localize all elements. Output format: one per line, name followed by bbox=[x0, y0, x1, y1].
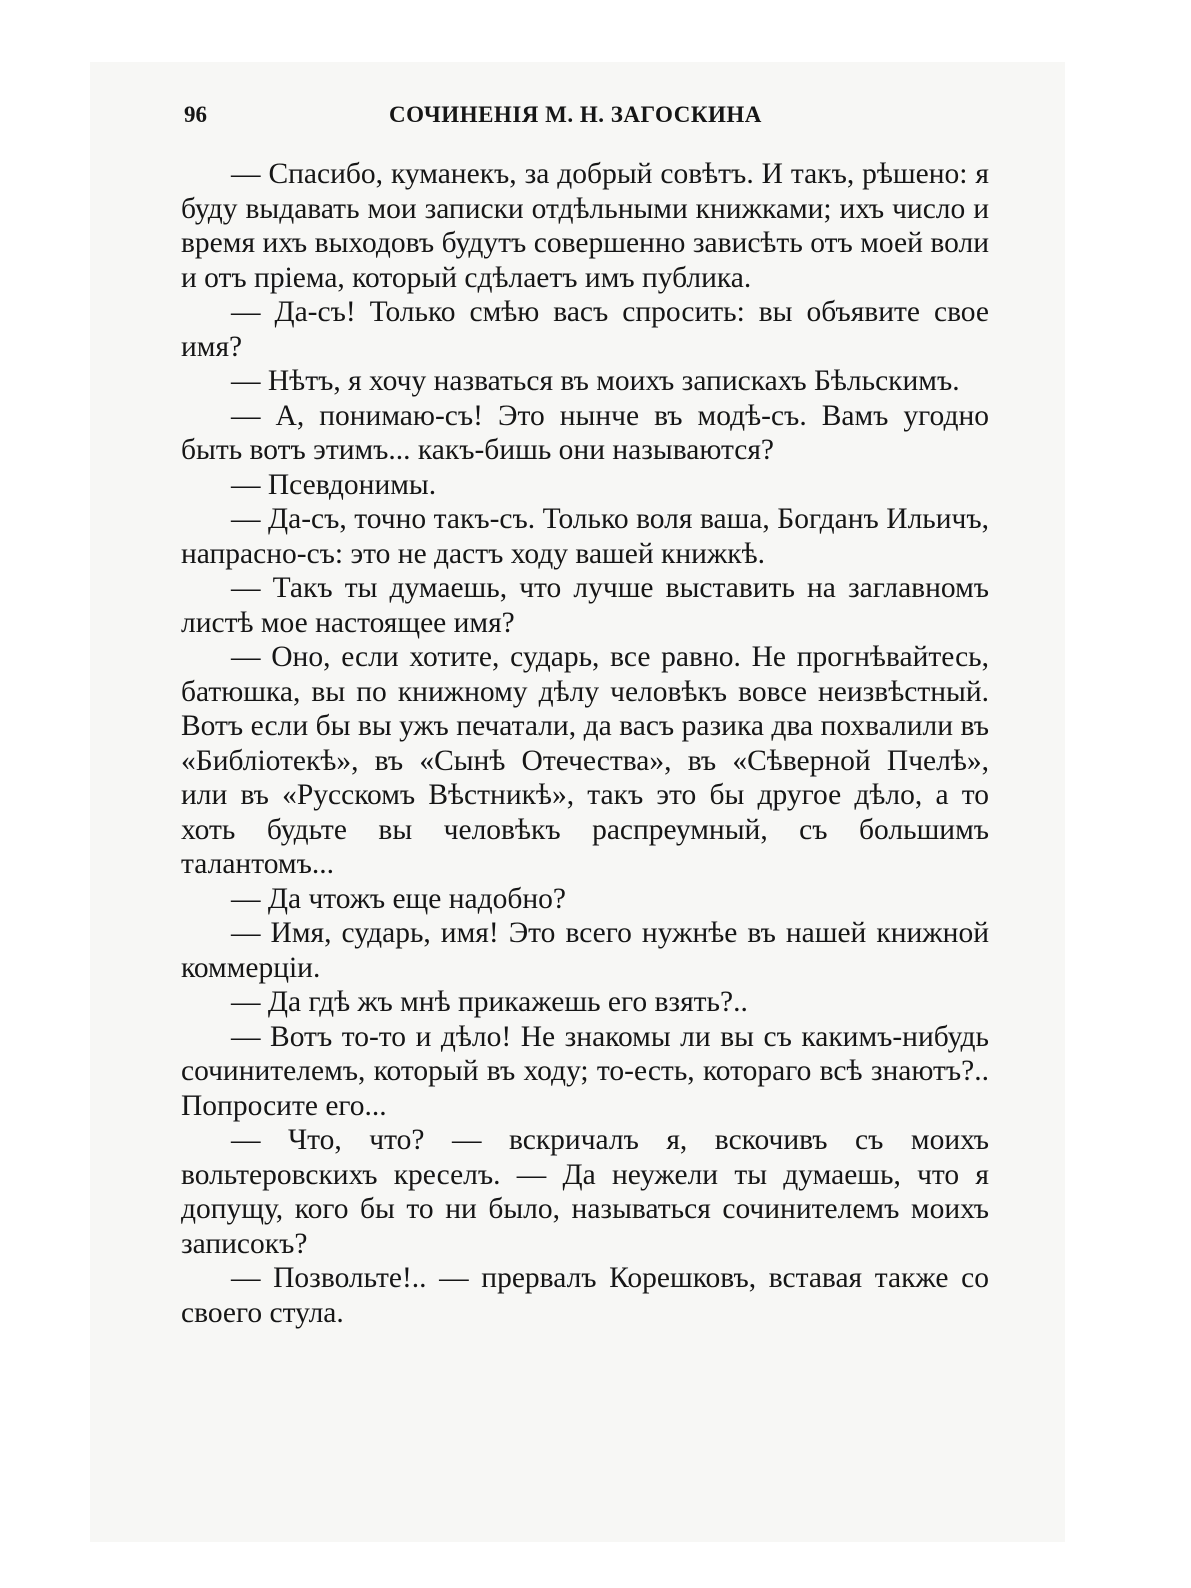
paragraph: — Такъ ты думаешь, что лучше выставить на заглавномъ листѣ мое настоящее имя? bbox=[181, 572, 989, 639]
paragraph: — Да-съ! Только смѣю васъ спросить: вы объявите свое имя? bbox=[181, 296, 989, 363]
paragraph: — Нѣтъ, я хочу назваться въ моихъ запискахъ Бѣльскимъ. bbox=[231, 365, 960, 397]
paragraph: — Да чтожъ еще надобно? bbox=[231, 882, 567, 915]
paragraph: — Имя, сударь, имя! Это всего нужнѣе въ нашей книжной коммерціи. bbox=[181, 917, 989, 984]
running-title: СОЧИНЕНІЯ М. Н. ЗАГОСКИНА bbox=[389, 102, 762, 127]
paragraph: — Вотъ то-то и дѣло! Не знакомы ли вы съ какимъ-нибудь сочинителемъ, который въ ходу; то-есть, котораго всѣ знаютъ?.. Попросите его... bbox=[181, 1020, 989, 1122]
paragraph: — Спасибо, куманекъ, за добрый совѣтъ. И такъ, рѣшено: я буду выдавать мои записки отдѣльными книжками; ихъ число и время ихъ выходовъ будутъ совершенно зависѣть отъ моей воли и отъ пріема, который сдѣлаетъ имъ публика. bbox=[181, 158, 989, 294]
body-text bbox=[181, 157, 989, 1330]
paragraph: — Оно, если хотите, сударь, все равно. Не прогнѣвайтесь, батюшка, вы по книжному дѣлу человѣкъ вовсе неизвѣстный. Вотъ если бы вы ужъ печатали, да васъ разика два похвалили въ «Библіотекѣ», въ «Сынѣ Отечества», въ «Сѣверной Пчелѣ», или въ «Русскомъ Вѣстникѣ», такъ это бы другое дѣло, а то хоть будьте вы человѣкъ распреумный, съ большимъ талантомъ... bbox=[181, 641, 989, 880]
paragraph: — Что, что? — вскричалъ я, вскочивъ съ моихъ вольтеровскихъ креселъ. — Да неужели ты думаешь, что я допущу, кого бы то ни было, называться сочинителемъ моихъ записокъ? bbox=[181, 1124, 989, 1260]
paragraph: — Да гдѣ жъ мнѣ прикажешь его взять?.. bbox=[231, 986, 748, 1018]
paragraph: — Да-съ, точно такъ-съ. Только воля ваша, Богданъ Ильичъ, напрасно-съ: это не дастъ ходу вашей книжкѣ. bbox=[181, 503, 989, 570]
page-header bbox=[184, 100, 994, 136]
paragraph: — Позвольте!.. — прервалъ Корешковъ, вставая также со своего стула. bbox=[181, 1262, 989, 1329]
paragraph: — А, понимаю-съ! Это нынче въ модѣ-съ. Вамъ угодно быть вотъ этимъ... какъ-бишь они называются? bbox=[181, 399, 989, 466]
page-number: 96 bbox=[184, 102, 207, 127]
paragraph: — Псевдонимы. bbox=[231, 468, 437, 501]
